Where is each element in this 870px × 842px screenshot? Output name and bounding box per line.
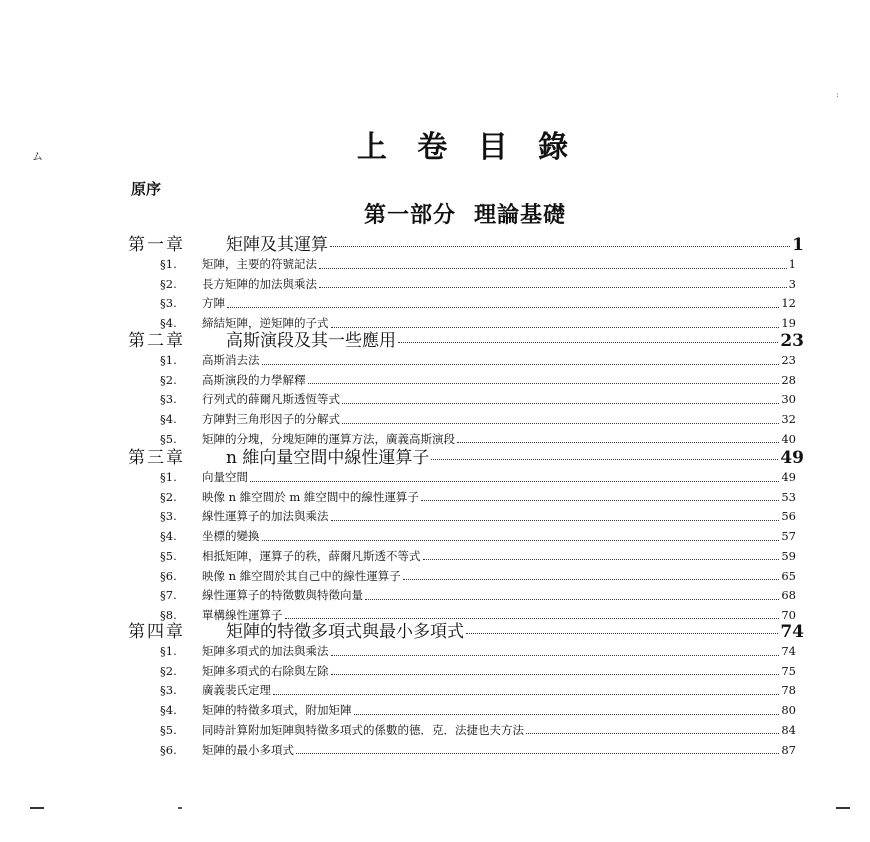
section-page-number: 78 bbox=[781, 683, 796, 698]
section-title: 單構線性運算子 bbox=[202, 607, 283, 622]
chapter-page-number: 49 bbox=[780, 448, 804, 468]
section-title: 方陣對三角形因子的分解式 bbox=[202, 412, 340, 427]
chapter-page-number: 1 bbox=[792, 235, 804, 255]
section-label bbox=[160, 742, 294, 758]
section-row[interactable] bbox=[160, 508, 796, 524]
chapter-page-number: 74 bbox=[780, 622, 804, 642]
section-number: §6. bbox=[160, 742, 177, 757]
dot-leader bbox=[273, 694, 779, 695]
section-page-number: 87 bbox=[781, 742, 796, 757]
section-label bbox=[160, 643, 329, 659]
section-page-number: 57 bbox=[781, 529, 796, 544]
section-page-number: 1 bbox=[788, 257, 796, 271]
chapter-title: n 維向量空間中線性運算子 bbox=[226, 448, 430, 468]
dot-leader bbox=[365, 599, 779, 600]
section-label bbox=[160, 411, 340, 427]
section-number: §7. bbox=[160, 588, 177, 603]
chapter-number: 第三章 bbox=[128, 448, 185, 468]
section-title: 線性運算子的加法與乘法 bbox=[202, 509, 329, 524]
margin-dash bbox=[836, 807, 850, 809]
section-number: §5. bbox=[160, 431, 177, 446]
section-label bbox=[160, 352, 260, 368]
section-page-number: 30 bbox=[781, 392, 796, 407]
dot-leader bbox=[331, 520, 780, 521]
section-page-number: 65 bbox=[781, 568, 796, 583]
chapter-label bbox=[128, 326, 396, 351]
section-page-number: 56 bbox=[781, 509, 796, 524]
chapter-row[interactable] bbox=[128, 230, 804, 255]
section-row[interactable] bbox=[160, 352, 796, 368]
section-row[interactable] bbox=[160, 528, 796, 544]
chapter-row[interactable] bbox=[128, 617, 804, 642]
section-number: §3. bbox=[160, 296, 177, 311]
section-page-number: 74 bbox=[781, 644, 796, 658]
chapter-number: 第二章 bbox=[128, 331, 185, 351]
chapter-title: 矩陣及其運算 bbox=[226, 235, 328, 255]
section-title: 廣義裴氏定理 bbox=[202, 683, 271, 698]
section-label bbox=[160, 295, 225, 311]
section-title: 相抵矩陣，運算子的秩，薛爾凡斯透不等式 bbox=[202, 548, 421, 563]
part-subtitle: 理論基礎 bbox=[474, 202, 567, 228]
section-page-number: 49 bbox=[781, 470, 796, 484]
section-number: §8. bbox=[160, 607, 177, 622]
dot-leader bbox=[526, 733, 779, 734]
section-row[interactable] bbox=[160, 469, 796, 485]
section-row[interactable] bbox=[160, 295, 796, 311]
chapter-label bbox=[128, 443, 429, 468]
section-title: 映像 n 維空間於其自己中的線性運算子 bbox=[202, 568, 401, 583]
section-number: §2. bbox=[160, 276, 177, 291]
dot-leader bbox=[331, 674, 780, 675]
section-page-number: 59 bbox=[781, 548, 796, 563]
section-row[interactable] bbox=[160, 411, 796, 427]
part-heading bbox=[0, 198, 870, 229]
dot-leader bbox=[331, 655, 780, 656]
dot-leader bbox=[398, 342, 778, 343]
section-number: §3. bbox=[160, 509, 177, 524]
section-row[interactable] bbox=[160, 568, 796, 584]
chapter-label bbox=[128, 230, 328, 255]
section-label bbox=[160, 722, 524, 738]
section-title: 矩陣，主要的符號記法 bbox=[202, 257, 317, 271]
section-number: §1. bbox=[160, 470, 177, 484]
dot-leader bbox=[308, 383, 780, 384]
section-row[interactable] bbox=[160, 548, 796, 564]
section-page-number: 23 bbox=[781, 353, 796, 367]
section-row[interactable] bbox=[160, 742, 796, 758]
section-label bbox=[160, 548, 421, 564]
section-number: §1. bbox=[160, 257, 177, 271]
section-number: §4. bbox=[160, 703, 177, 718]
dot-leader bbox=[403, 579, 780, 580]
section-label bbox=[160, 372, 306, 388]
section-number: §2. bbox=[160, 489, 177, 504]
section-title: 矩陣的分塊，分塊矩陣的運算方法，廣義高斯演段 bbox=[202, 431, 455, 446]
dot-leader bbox=[431, 459, 778, 460]
chapter-page-number: 23 bbox=[780, 331, 804, 351]
section-number: §3. bbox=[160, 683, 177, 698]
section-title: 坐標的變換 bbox=[202, 529, 260, 544]
section-page-number: 32 bbox=[781, 412, 796, 427]
section-title: 矩陣多項式的右除與左除 bbox=[202, 663, 329, 678]
section-number: §1. bbox=[160, 353, 177, 367]
dot-leader bbox=[250, 481, 779, 482]
section-title: 長方矩陣的加法與乘法 bbox=[202, 276, 317, 291]
section-page-number: 3 bbox=[788, 276, 796, 291]
section-page-number: 12 bbox=[781, 296, 796, 311]
section-row[interactable] bbox=[160, 372, 796, 388]
section-row[interactable] bbox=[160, 663, 796, 679]
section-page-number: 68 bbox=[781, 588, 796, 603]
section-number: §5. bbox=[160, 722, 177, 737]
section-row[interactable] bbox=[160, 702, 796, 718]
chapter-number: 第四章 bbox=[128, 622, 185, 642]
page-title: 上 卷 目 錄 bbox=[356, 130, 579, 165]
section-number: §2. bbox=[160, 663, 177, 678]
section-label bbox=[160, 568, 401, 584]
section-number: §4. bbox=[160, 412, 177, 427]
section-title: 行列式的薛爾凡斯透恆等式 bbox=[202, 392, 340, 407]
section-row[interactable] bbox=[160, 587, 796, 603]
chapter-title: 矩陣的特徵多項式與最小多項式 bbox=[226, 622, 464, 642]
section-title: 映像 n 維空間於 m 維空間中的線性運算子 bbox=[202, 489, 419, 504]
section-page-number: 80 bbox=[781, 703, 796, 718]
section-label bbox=[160, 508, 329, 524]
dot-leader bbox=[330, 246, 790, 247]
dot-leader bbox=[342, 403, 779, 404]
dot-leader bbox=[423, 559, 780, 560]
chapter-number: 第一章 bbox=[128, 235, 185, 255]
section-title: 高斯演段的力學解釋 bbox=[202, 372, 306, 387]
dot-leader bbox=[319, 268, 787, 269]
margin-dash bbox=[178, 807, 182, 809]
section-label bbox=[160, 682, 271, 698]
chapter-label bbox=[128, 617, 464, 642]
dot-leader bbox=[354, 714, 780, 715]
preface-entry: 原序 bbox=[131, 180, 162, 198]
section-row[interactable] bbox=[160, 643, 796, 659]
chapter-row[interactable] bbox=[128, 443, 804, 468]
section-title: 向量空間 bbox=[202, 470, 248, 484]
section-page-number: 28 bbox=[781, 372, 796, 387]
part-name: 第一部分 bbox=[363, 202, 456, 228]
section-label bbox=[160, 489, 419, 505]
margin-mark: ム bbox=[32, 150, 43, 163]
section-label bbox=[160, 276, 317, 292]
section-page-number: 75 bbox=[781, 663, 796, 678]
dot-leader bbox=[227, 307, 779, 308]
section-page-number: 53 bbox=[781, 489, 796, 504]
section-page-number: 84 bbox=[781, 722, 796, 737]
section-row[interactable] bbox=[160, 489, 796, 505]
margin-dash bbox=[30, 807, 44, 809]
section-number: §4. bbox=[160, 316, 177, 331]
section-title: 同時計算附加矩陣與特徵多項式的係數的德．克．法捷也夫方法 bbox=[202, 722, 524, 737]
section-number: §1. bbox=[160, 644, 177, 658]
section-label bbox=[160, 702, 352, 718]
dot-leader bbox=[421, 500, 779, 501]
dot-leader bbox=[466, 633, 778, 634]
section-row[interactable] bbox=[160, 682, 796, 698]
section-row[interactable] bbox=[160, 256, 796, 272]
chapter-title: 高斯演段及其一些應用 bbox=[226, 331, 396, 351]
section-title: 方陣 bbox=[202, 296, 225, 311]
section-page-number: 19 bbox=[781, 316, 796, 331]
section-number: §5. bbox=[160, 548, 177, 563]
dot-leader bbox=[296, 753, 779, 754]
section-row[interactable] bbox=[160, 391, 796, 407]
section-row[interactable] bbox=[160, 276, 796, 292]
section-title: 締結矩陣，逆矩陣的子式 bbox=[202, 316, 329, 331]
section-title: 矩陣的最小多項式 bbox=[202, 742, 294, 757]
chapter-row[interactable] bbox=[128, 326, 804, 351]
section-label bbox=[160, 256, 317, 272]
section-label bbox=[160, 528, 260, 544]
section-title: 高斯消去法 bbox=[202, 353, 260, 367]
section-label bbox=[160, 663, 329, 679]
dot-leader bbox=[319, 287, 787, 288]
section-number: §4. bbox=[160, 529, 177, 544]
margin-dot: : bbox=[836, 90, 839, 99]
section-label bbox=[160, 391, 340, 407]
dot-leader bbox=[262, 364, 780, 365]
section-row[interactable] bbox=[160, 722, 796, 738]
section-page-number: 40 bbox=[781, 431, 796, 446]
dot-leader bbox=[262, 540, 780, 541]
dot-leader bbox=[342, 423, 779, 424]
section-number: §6. bbox=[160, 568, 177, 583]
section-number: §3. bbox=[160, 392, 177, 407]
section-label bbox=[160, 587, 363, 603]
section-title: 矩陣多項式的加法與乘法 bbox=[202, 644, 329, 658]
section-page-number: 70 bbox=[781, 607, 796, 622]
section-number: §2. bbox=[160, 372, 177, 387]
section-label bbox=[160, 469, 248, 485]
section-title: 線性運算子的特徵數與特徵向量 bbox=[202, 588, 363, 603]
section-title: 矩陣的特徵多項式，附加矩陣 bbox=[202, 703, 352, 718]
